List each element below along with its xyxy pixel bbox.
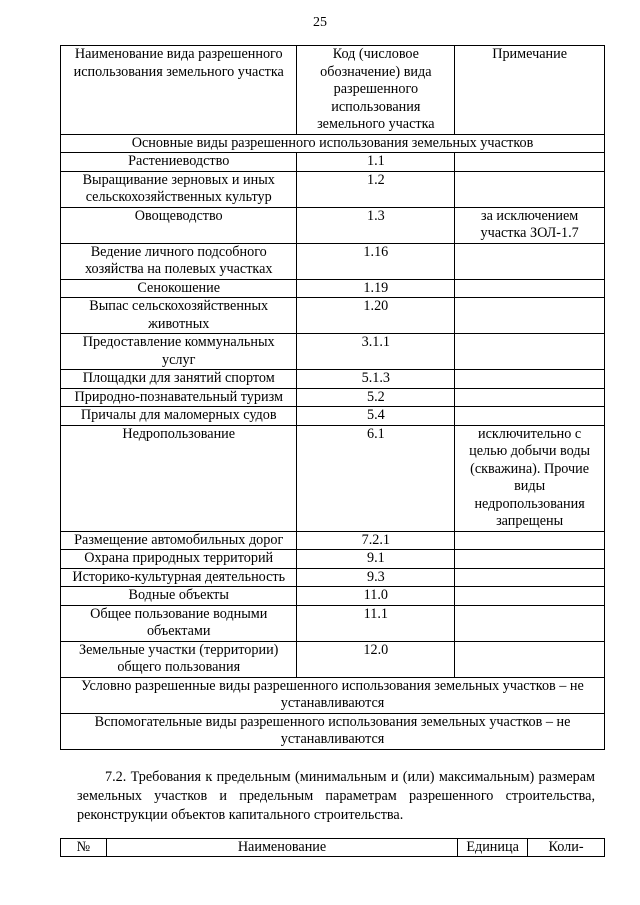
row-note-cell (455, 153, 605, 172)
row-name-cell: Ведение личного подсобного хозяйства на полевых участках (61, 243, 297, 279)
param-header-unit: Единица (458, 839, 528, 857)
row-note-cell (455, 171, 605, 207)
table-row (61, 641, 605, 677)
row-note-cell: исключительно с целью добычи воды (скважина). Прочие виды недропользования запрещены (455, 425, 605, 531)
row-note-cell (455, 243, 605, 279)
row-note-cell (455, 298, 605, 334)
row-note-cell (455, 407, 605, 426)
row-note-cell (455, 605, 605, 641)
row-name-cell: Причалы для маломерных судов (61, 407, 297, 426)
table-row (61, 568, 605, 587)
section-main-label: Основные виды разрешенного использования земельных участков (61, 134, 605, 153)
row-code-cell: 7.2.1 (297, 531, 455, 550)
row-note-cell (455, 334, 605, 370)
row-name-cell: Овощеводство (61, 207, 297, 243)
row-code-cell: 1.1 (297, 153, 455, 172)
section-conditional-label: Условно разрешенные виды разрешенного использования земельных участков – не устанавливаются (61, 677, 605, 713)
row-name-cell: Выпас сельскохозяйственных животных (61, 298, 297, 334)
row-code-cell: 1.20 (297, 298, 455, 334)
row-code-cell: 6.1 (297, 425, 455, 531)
table-row (61, 370, 605, 389)
row-name-cell: Сенокошение (61, 279, 297, 298)
table-header-row (61, 46, 605, 135)
param-header-quantity: Коли- (528, 839, 605, 857)
land-use-table (60, 45, 605, 750)
row-code-cell: 9.3 (297, 568, 455, 587)
row-code-cell: 1.16 (297, 243, 455, 279)
table-row (61, 425, 605, 531)
row-code-cell: 12.0 (297, 641, 455, 677)
row-code-cell: 1.3 (297, 207, 455, 243)
row-name-cell: Охрана природных территорий (61, 550, 297, 569)
header-code: Код (числовое обозначение) вида разрешенного использования земельного участка (297, 46, 455, 135)
row-code-cell: 1.19 (297, 279, 455, 298)
row-code-cell: 5.2 (297, 388, 455, 407)
row-code-cell: 1.2 (297, 171, 455, 207)
row-code-cell: 9.1 (297, 550, 455, 569)
parameters-header-row (61, 839, 605, 857)
section-row-main (61, 134, 605, 153)
section-row-conditional (61, 677, 605, 713)
parameters-table (60, 838, 605, 857)
table-row (61, 207, 605, 243)
requirements-paragraph: 7.2. Требования к предельным (минимальным и (или) максимальным) размерам земельных участков и предельным параметрам разрешенного строительства, реконструкции объектов капитального строительства. (77, 769, 595, 823)
row-note-cell: за исключением участка ЗОЛ-1.7 (455, 207, 605, 243)
param-header-number: № (61, 839, 107, 857)
row-note-cell (455, 370, 605, 389)
table-row (61, 298, 605, 334)
section-row-auxiliary (61, 713, 605, 749)
row-code-cell: 11.1 (297, 605, 455, 641)
table-row (61, 153, 605, 172)
table-row (61, 243, 605, 279)
table-row (61, 531, 605, 550)
row-code-cell: 5.4 (297, 407, 455, 426)
table-row (61, 550, 605, 569)
table-row (61, 334, 605, 370)
table-row (61, 171, 605, 207)
table-row (61, 605, 605, 641)
table-row (61, 279, 605, 298)
row-name-cell: Водные объекты (61, 587, 297, 606)
row-note-cell (455, 531, 605, 550)
row-name-cell: Историко-культурная деятельность (61, 568, 297, 587)
row-note-cell (455, 279, 605, 298)
row-name-cell: Выращивание зерновых и иных сельскохозяйственных культур (61, 171, 297, 207)
section-auxiliary-label: Вспомогательные виды разрешенного использования земельных участков – не устанавливаются (61, 713, 605, 749)
row-note-cell (455, 587, 605, 606)
page-number: 25 (313, 15, 327, 30)
row-note-cell (455, 388, 605, 407)
row-name-cell: Недропользование (61, 425, 297, 531)
row-name-cell: Размещение автомобильных дорог (61, 531, 297, 550)
row-code-cell: 5.1.3 (297, 370, 455, 389)
row-note-cell (455, 550, 605, 569)
row-note-cell (455, 641, 605, 677)
row-name-cell: Площадки для занятий спортом (61, 370, 297, 389)
header-name: Наименование вида разрешенного использования земельного участка (61, 46, 297, 135)
row-name-cell: Природно-познавательный туризм (61, 388, 297, 407)
table-row (61, 587, 605, 606)
table-row (61, 388, 605, 407)
row-name-cell: Земельные участки (территории) общего пользования (61, 641, 297, 677)
row-name-cell: Предоставление коммунальных услуг (61, 334, 297, 370)
param-header-name: Наименование (106, 839, 457, 857)
row-code-cell: 3.1.1 (297, 334, 455, 370)
row-name-cell: Общее пользование водными объектами (61, 605, 297, 641)
row-name-cell: Растениеводство (61, 153, 297, 172)
row-code-cell: 11.0 (297, 587, 455, 606)
table-row (61, 407, 605, 426)
header-note: Примечание (455, 46, 605, 135)
row-note-cell (455, 568, 605, 587)
